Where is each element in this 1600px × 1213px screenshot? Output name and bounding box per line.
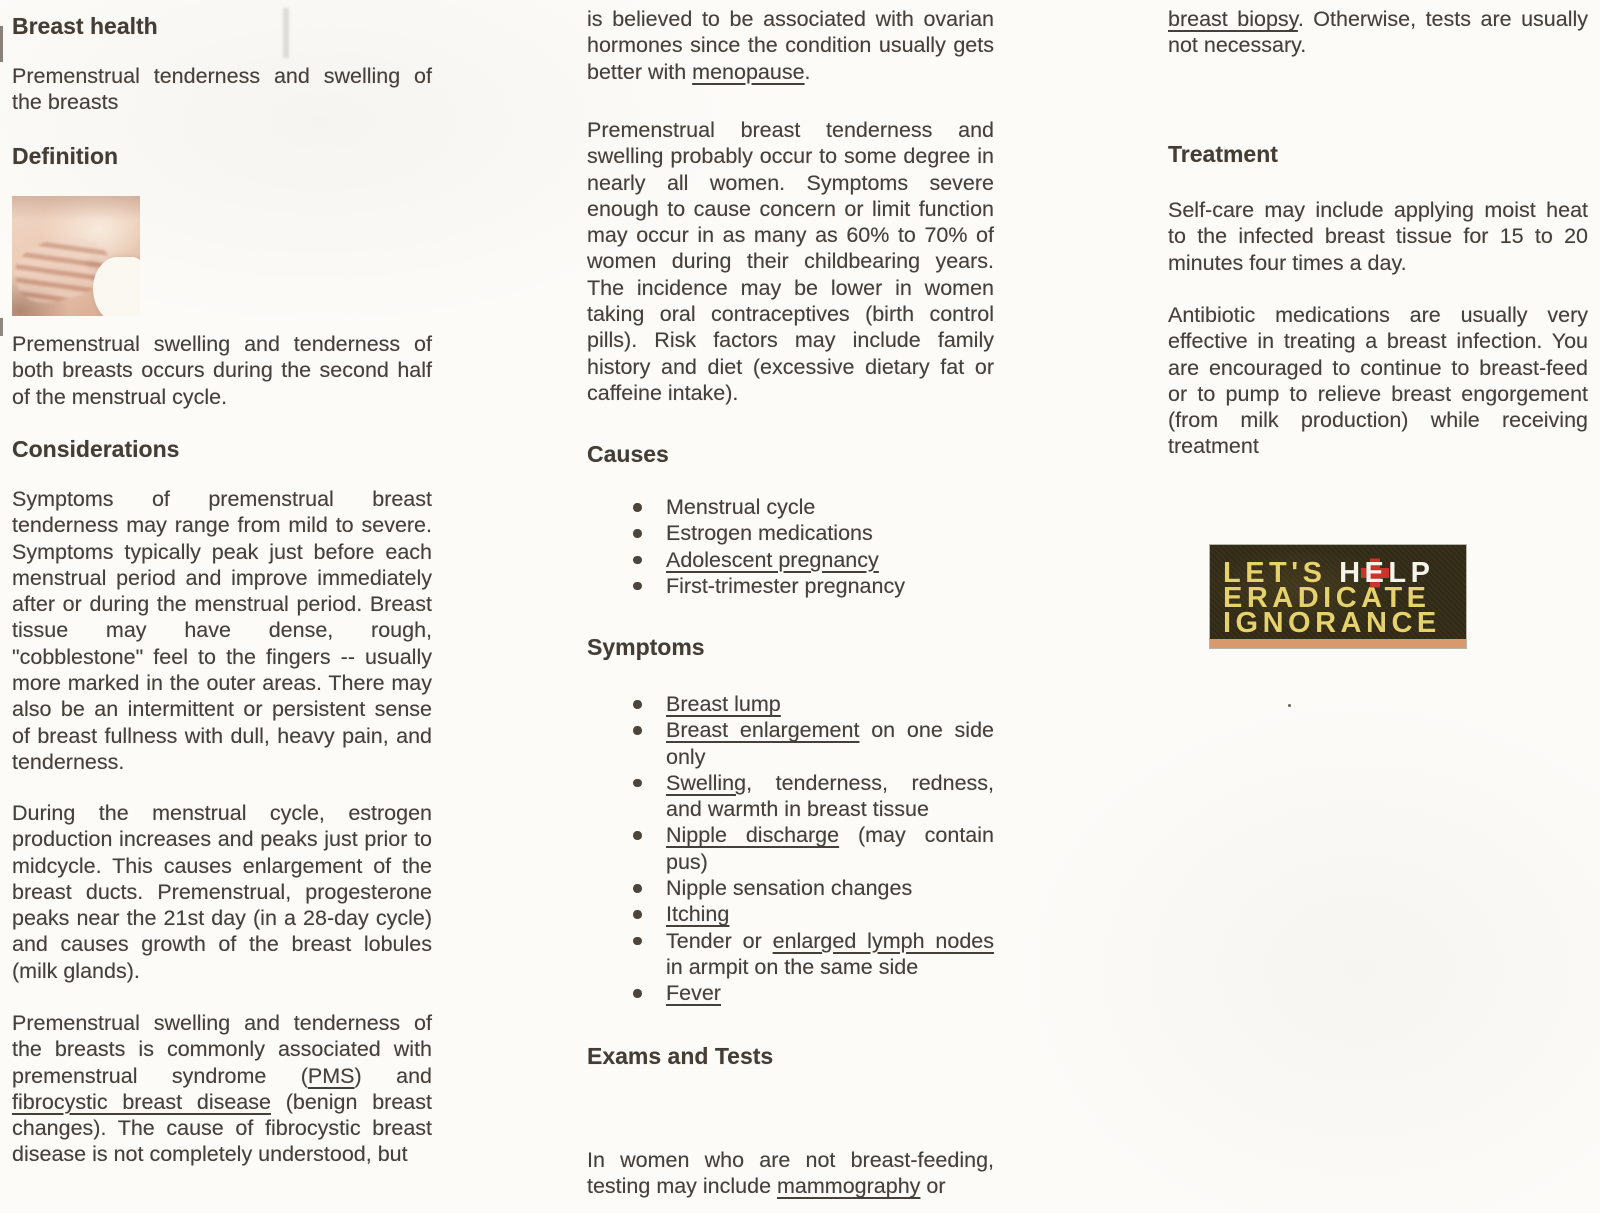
heading-symptoms: Symptoms xyxy=(587,634,705,660)
text-run: Estrogen medications xyxy=(666,521,873,546)
paragraph-prevalence: Premenstrual breast tenderness and swelling probably occur to some degree in nearly all women. Symptoms severe enough to cause concern or limit function may occur in as many as 60% to 70% of women during their childbearing years. The incidence may be lower in women taking oral contraceptives (birth control pills). Risk factors may include family history and diet (excessive dietary fat or caffeine intake). xyxy=(587,118,994,405)
paragraph-considerations-1: Symptoms of premenstrual breast tenderness may range from mild to severe. Symptoms typically peak just before each menstrual period and improve immediately after or during the menstrual period. Breast tissue may have dense, rough, "cobblestone" feel to the fingers -- usually more marked in the outer areas. There may also be an intermittent or persistent sense of breast fullness with dull, heavy pain, and tenderness. xyxy=(12,487,432,774)
symptoms-list xyxy=(587,691,994,1007)
definition-photo xyxy=(12,196,140,316)
bullet-item xyxy=(587,547,994,573)
bullet-item xyxy=(587,928,994,981)
text-run: Premenstrual swelling and tenderness of the breasts is commonly associated with premenstrual syndrome ( xyxy=(12,1011,432,1088)
text-run: In women who are not breast-feeding, testing may include xyxy=(587,1148,994,1199)
photo-shadow xyxy=(12,196,140,220)
heading-definition: Definition xyxy=(12,143,119,169)
text-run: ) and xyxy=(354,1063,432,1088)
underlined-term: menopause xyxy=(692,59,805,84)
heading-treatment: Treatment xyxy=(1168,141,1278,167)
garment-shape xyxy=(93,257,140,316)
text-run: First-trimester pregnancy xyxy=(666,573,905,598)
paragraph-subtitle: Premenstrual tenderness and swelling of the breasts xyxy=(12,64,432,115)
underlined-term: enlarged lymph nodes xyxy=(772,928,994,953)
bullet-item xyxy=(587,520,994,546)
logo-letter-h: H xyxy=(1339,557,1365,589)
underlined-term: Fever xyxy=(666,981,721,1006)
causes-list xyxy=(587,494,994,599)
column-left xyxy=(12,0,432,1213)
underlined-term: Itching xyxy=(666,902,730,927)
text-run: Nipple sensation changes xyxy=(666,876,913,901)
bullet-item xyxy=(587,770,994,823)
bullet-item xyxy=(587,822,994,875)
text-run: or xyxy=(920,1174,946,1199)
bullet-item xyxy=(587,717,994,770)
paragraph-selfcare: Self-care may include applying moist heat to the infected breast tissue for 15 to 20 minutes four times a day. xyxy=(1168,198,1588,275)
paragraph-definition: Premenstrual swelling and tenderness of both breasts occurs during the second half of the menstrual cycle. xyxy=(12,332,432,409)
underlined-term: breast biopsy xyxy=(1168,7,1298,31)
underlined-term: Adolescent pregnancy xyxy=(666,547,879,572)
text-run: (may contain pus) xyxy=(666,823,994,874)
heading-breast-health: Breast health xyxy=(12,13,158,39)
text-run: . Otherwise, tests are usually not necessary. xyxy=(1168,7,1589,58)
scan-edge-artifact xyxy=(0,26,3,62)
paragraph-intro-continued xyxy=(587,6,994,85)
scan-edge-artifact xyxy=(0,318,3,336)
logo-line-3: IGNORANCE xyxy=(1223,607,1441,639)
bullet-item xyxy=(587,691,994,717)
logo-word-lets: LET'S xyxy=(1223,557,1340,589)
text-run: Menstrual cycle xyxy=(666,495,816,519)
bullet-item xyxy=(587,980,994,1006)
logo-line-2: ERADICATE xyxy=(1223,582,1431,614)
text-run: on one side only xyxy=(666,718,994,769)
text-run: Tender or xyxy=(666,928,773,953)
logo-letters-lp: LP xyxy=(1388,557,1435,589)
lets-help-eradicate-ignorance-logo xyxy=(1210,545,1466,648)
column-right xyxy=(1168,0,1588,1213)
paragraph-exams xyxy=(587,1147,994,1200)
paragraph-biopsy-continued xyxy=(1168,6,1588,59)
bullet-item xyxy=(587,875,994,901)
heading-causes: Causes xyxy=(587,441,669,467)
text-run: (benign breast changes). The cause of fibrocystic breast disease is not completely understood, but xyxy=(12,1089,432,1167)
underlined-term: PMS xyxy=(307,1063,355,1088)
underlined-term: Nipple discharge xyxy=(666,823,840,848)
underlined-term: Breast lump xyxy=(666,692,781,716)
text-run: is believed to be associated with ovarian hormones since the condition usually gets better with xyxy=(587,7,994,84)
paragraph-considerations-2: During the menstrual cycle, estrogen production increases and peaks just prior to midcycle. This causes enlargement of the breast ducts. Premenstrual, progesterone peaks near the 21st day (in a 28-day cycle) and causes growth of the breast lobules (milk glands). xyxy=(12,801,432,983)
bullet-item xyxy=(587,573,994,599)
heading-considerations: Considerations xyxy=(12,436,180,462)
underlined-term: fibrocystic breast disease xyxy=(12,1089,271,1114)
underlined-term: mammography xyxy=(777,1174,921,1199)
paragraph-antibiotics: Antibiotic medications are usually very effective in treating a breast infection. You are encouraged to continue to breast-feed or to pump to relieve breast engorgement (from milk production) while receiving treatment xyxy=(1168,303,1588,459)
column-middle xyxy=(587,0,994,1213)
text-run: . xyxy=(804,59,811,84)
text-run: , tenderness, redness, and warmth in breast tissue xyxy=(666,770,994,822)
underlined-term: Swelling xyxy=(666,770,747,795)
red-cross-icon: E xyxy=(1364,557,1389,589)
bullet-item xyxy=(587,494,994,520)
heading-exams-and-tests: Exams and Tests xyxy=(587,1043,774,1069)
text-run: in armpit on the same side xyxy=(666,954,919,979)
paragraph-considerations-3 xyxy=(12,1010,432,1168)
bullet-item xyxy=(587,901,994,927)
underlined-term: Breast enlargement xyxy=(666,718,860,743)
